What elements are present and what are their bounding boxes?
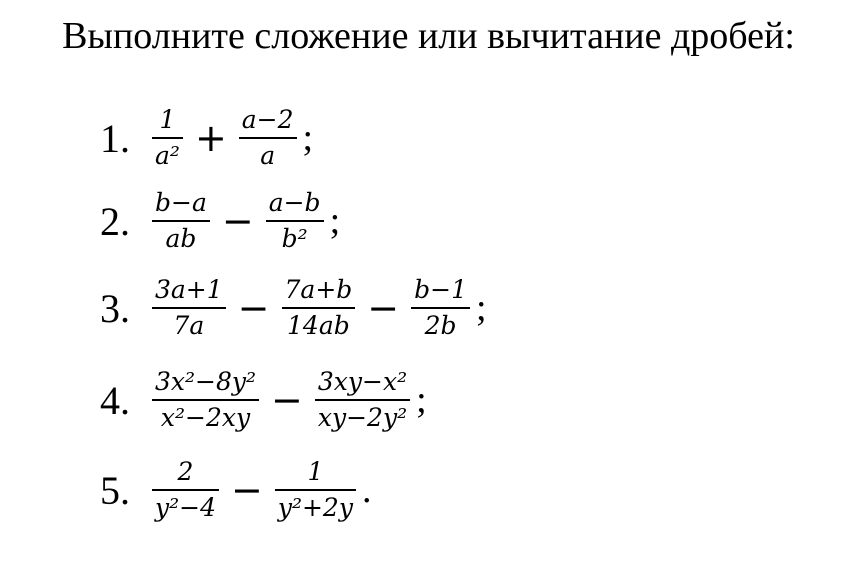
terminator: . (361, 469, 372, 511)
numerator: b−1 (414, 275, 467, 304)
operator: − (367, 286, 400, 330)
fraction (411, 273, 470, 343)
exercise-number: 2. (100, 198, 130, 244)
fraction (152, 186, 210, 256)
numerator: 1 (159, 105, 176, 134)
numerator: 1 (307, 457, 324, 486)
terminator: ; (475, 287, 487, 329)
fraction (282, 273, 356, 343)
fraction (152, 103, 183, 173)
terminator: ; (302, 117, 314, 159)
fraction (152, 365, 259, 435)
terminator: ; (329, 200, 341, 242)
denominator: a (260, 141, 276, 170)
terminator: ; (416, 379, 427, 421)
denominator: x²−2xy (160, 403, 251, 432)
operator: + (194, 116, 227, 160)
denominator: y²−4 (155, 493, 216, 522)
exercise-2 (100, 180, 487, 262)
exercise-1 (100, 96, 487, 180)
task-title: Выполните сложение или вычитание дробей: (62, 15, 795, 57)
numerator: 7a+b (284, 275, 353, 304)
fraction (152, 273, 226, 343)
numerator: 2 (177, 457, 194, 486)
denominator: b² (281, 224, 308, 253)
operator: − (237, 286, 270, 330)
exercise-number: 3. (100, 285, 130, 331)
denominator: ab (165, 224, 197, 253)
operator: − (271, 378, 303, 422)
numerator: a−2 (241, 105, 294, 134)
exercise-4 (100, 354, 487, 446)
fraction (275, 455, 356, 525)
denominator: xy−2y² (317, 403, 408, 432)
fraction (315, 365, 410, 435)
fraction (152, 455, 219, 525)
fraction (239, 103, 297, 173)
numerator: a−b (268, 188, 321, 217)
exercise-5 (100, 446, 487, 534)
denominator: a² (155, 141, 180, 170)
denominator: 14ab (287, 311, 350, 340)
denominator: y²+2y (277, 493, 353, 522)
fraction (266, 186, 324, 256)
numerator: 3x²−8y² (155, 367, 257, 396)
numerator: 3a+1 (155, 275, 223, 304)
denominator: 2b (424, 311, 457, 340)
exercise-number: 5. (100, 467, 130, 513)
exercise-number: 4. (100, 377, 130, 423)
numerator: 3xy−x² (317, 367, 408, 396)
numerator: b−a (155, 188, 207, 217)
exercise-number: 1. (100, 115, 130, 161)
operator: − (221, 199, 254, 243)
exercise-list (100, 96, 487, 534)
exercise-3 (100, 262, 487, 354)
denominator: 7a (173, 311, 205, 340)
operator: − (231, 468, 263, 512)
